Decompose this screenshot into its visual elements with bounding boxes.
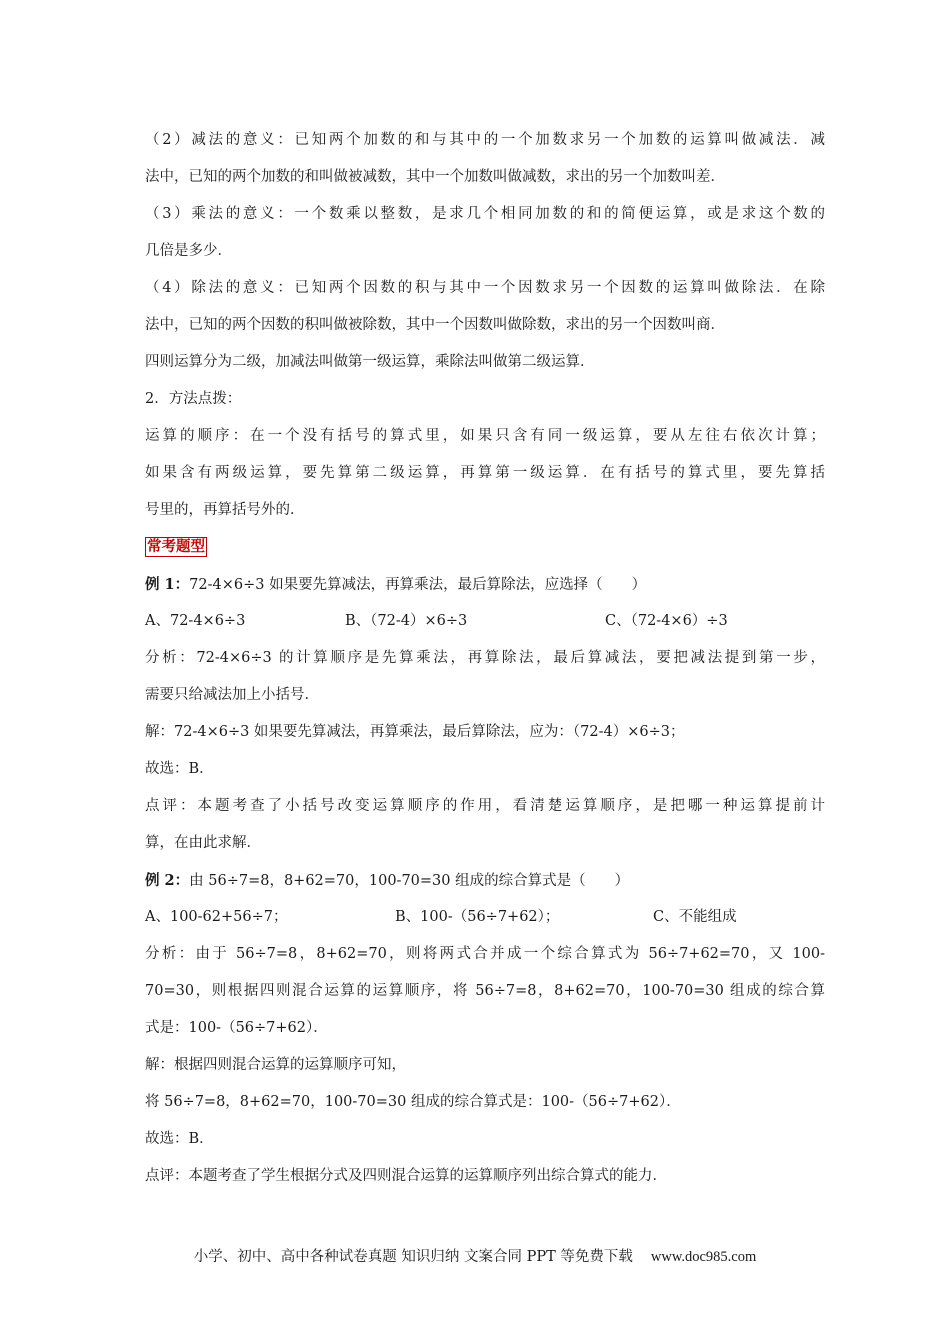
document-body bbox=[145, 122, 825, 1195]
example2-options bbox=[145, 899, 825, 936]
answer-line: 故选：B． bbox=[145, 761, 214, 777]
text-line: 式是：100-（56÷7+62）． bbox=[145, 1020, 328, 1036]
text-line: （2）减法的意义：已知两个加数的和与其中的一个加数求另一个加数的运算叫做减法．减 bbox=[145, 132, 825, 148]
text-line: 几倍是多少． bbox=[145, 243, 232, 259]
text-line: （4）除法的意义：已知两个因数的积与其中一个因数求另一个因数的运算叫做除法．在除 bbox=[145, 280, 825, 296]
text-line: 70=30，则根据四则混合运算的运算顺序，将 56÷7=8，8+62=70，100-70=30 组成的综合算 bbox=[145, 983, 825, 999]
text-line: 号里的，再算括号外的． bbox=[145, 502, 305, 518]
text-line: 法中，已知的两个因数的积叫做被除数，其中一个因数叫做除数，求出的另一个因数叫商． bbox=[145, 317, 725, 333]
example1-label: 例 1： bbox=[145, 576, 190, 593]
option-b: B、（72-4）×6÷3 bbox=[345, 613, 468, 629]
text-line: 如果含有两级运算，要先算第二级运算，再算第一级运算．在有括号的算式里，要先算括 bbox=[145, 465, 825, 481]
page-footer bbox=[0, 1245, 950, 1266]
option-c: C、不能组成 bbox=[653, 909, 737, 925]
footer-url[interactable]: www.doc985.com bbox=[650, 1249, 757, 1265]
footer-text: 小学、初中、高中各种试卷真题 知识归纳 文案合同 PPT 等免费下载 bbox=[193, 1249, 633, 1265]
text-line: 解：根据四则混合运算的运算顺序可知， bbox=[145, 1057, 406, 1073]
text-line: 解：72-4×6÷3 如果要先算减法，再算乘法，最后算除法，应为：（72-4）×6÷3； bbox=[145, 724, 685, 740]
example1-options bbox=[145, 603, 825, 640]
method-heading: 2．方法点拨： bbox=[145, 391, 242, 407]
text-line: 点评：本题考查了小括号改变运算顺序的作用，看清楚运算顺序，是把哪一种运算提前计 bbox=[145, 798, 825, 814]
text-line: 需要只给减法加上小括号． bbox=[145, 687, 319, 703]
option-a: A、72-4×6÷3 bbox=[145, 613, 246, 629]
text-line: （3）乘法的意义：一个数乘以整数，是求几个相同加数的和的简便运算，或是求这个数的 bbox=[145, 206, 825, 222]
text-line: 四则运算分为二级，加减法叫做第一级运算，乘除法叫做第二级运算． bbox=[145, 354, 595, 370]
option-c: C、（72-4×6）÷3 bbox=[605, 613, 728, 629]
option-b: B、100-（56÷7+62）； bbox=[395, 909, 560, 925]
example2-label: 例 2： bbox=[145, 872, 190, 889]
option-a: A、100-62+56÷7； bbox=[145, 909, 288, 925]
section-title: 常考题型 bbox=[147, 538, 205, 555]
text-line: 法中，已知的两个加数的和叫做被减数，其中一个加数叫做减数，求出的另一个加数叫差． bbox=[145, 169, 725, 185]
text-line: 点评：本题考查了学生根据分式及四则混合运算的运算顺序列出综合算式的能力． bbox=[145, 1168, 667, 1184]
text-line: 分析：72-4×6÷3 的计算顺序是先算乘法，再算除法，最后算减法，要把减法提到第一步， bbox=[145, 650, 825, 666]
answer-line: 故选：B． bbox=[145, 1131, 214, 1147]
example1-question-text: 72-4×6÷3 如果要先算减法，再算乘法，最后算除法，应选择（ ） bbox=[189, 577, 647, 593]
example1-question bbox=[145, 566, 825, 603]
example2-question bbox=[145, 862, 825, 899]
text-line: 运算的顺序：在一个没有括号的算式里，如果只含有同一级运算，要从左往右依次计算； bbox=[145, 428, 825, 444]
text-line: 算，在由此求解． bbox=[145, 835, 261, 851]
section-title-row bbox=[145, 529, 825, 566]
text-line: 分析：由于 56÷7=8，8+62=70，则将两式合并成一个综合算式为 56÷7+62=70，又 100- bbox=[145, 946, 825, 962]
example2-question-text: 由 56÷7=8，8+62=70，100-70=30 组成的综合算式是（ ） bbox=[189, 873, 630, 889]
text-line: 将 56÷7=8，8+62=70，100-70=30 组成的综合算式是：100-（56÷7+62）． bbox=[145, 1094, 681, 1110]
